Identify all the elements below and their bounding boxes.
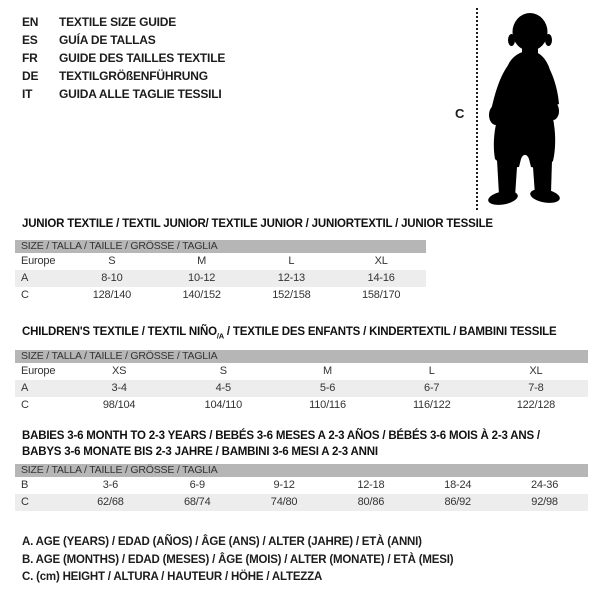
table-row-c [15,287,426,304]
legend-line-c: C. (cm) HEIGHT / ALTURA / HAUTEUR / HÖHE / ALTEZZA [22,571,323,583]
language-title: GUÍA DE TALLAS [59,33,156,47]
table-title-line: CHILDREN'S TEXTILE / TEXTIL $NIÑO_{/A}$ / TEXTILE DES ENFANTS / KINDERTEXTIL / BAMBINI TESSILE [22,326,557,341]
table-cell: M [197,255,207,267]
table-cell: 7-8 [528,382,544,395]
table-cell: 14-16 [367,272,395,284]
table-cell: 8-10 [101,272,123,284]
children-section [15,324,588,414]
table-cell: 18-24 [444,479,472,491]
height-measure-dotted-line [476,8,478,210]
table-cell: 86/92 [444,496,471,508]
baby-silhouette-icon [483,10,563,206]
table-cell: 92/98 [531,496,558,508]
table-title-line: BABYS 3-6 MONATE BIS 2-3 JAHRE / BAMBINI 3-6 MESI A 2-3 ANNI [22,446,378,458]
row-label: C [21,399,29,412]
table-cell: 80/86 [357,496,385,508]
language-row-fr [22,49,225,67]
table-row-b [15,477,588,494]
row-label: C [21,496,29,508]
table-cell: 158/170 [361,289,401,301]
table-row-europe [15,253,426,270]
table-cell: S [219,365,227,378]
babies-size-table [15,477,588,511]
table-cell: 128/140 [92,289,132,301]
table-cell: M [323,365,332,378]
table-cell: 74/80 [270,496,298,508]
junior-size-table [15,253,426,304]
row-label: A [21,272,29,284]
table-cell: 98/104 [102,399,136,412]
babies-section [15,428,588,511]
table-row-c [15,397,588,414]
table-cell: 110/116 [309,399,346,412]
table-cell: 62/68 [97,496,124,508]
table-cell: XL [374,255,388,267]
language-title: TEXTILGRÖßENFÜHRUNG [59,69,208,83]
legend-line-b: B. AGE (MONTHS) / EDAD (MESES) / ÂGE (MOIS) / ALTER (MONATE) / ETÀ (MESI) [22,553,454,566]
table-cell: XL [529,365,543,378]
table-cell: L [428,365,435,378]
table-cell: 68/74 [183,496,211,508]
row-label: B [21,479,29,491]
figure-height-label: C [455,106,465,121]
language-code: FR [22,51,38,65]
row-label: A [21,382,29,395]
row-label: Europe [21,365,56,378]
table-cell: 3-4 [111,382,127,395]
measurement-legend [22,534,453,587]
size-header-bar: SIZE / TALLA / TAILLE / GRÖSSE / TAGLIA [15,240,426,253]
table-cell: L [288,255,295,267]
language-code: IT [22,87,33,101]
row-label: C [21,289,29,301]
language-row-it [22,85,225,103]
table-cell: 4-5 [215,382,231,395]
language-code: DE [22,69,39,83]
size-header-bar: SIZE / TALLA / TAILLE / GRÖSSE / TAGLIA [15,350,588,363]
legend-line-a: A. AGE (YEARS) / EDAD (AÑOS) / ÂGE (ANS) / ALTER (JAHRE) / ETÀ (ANNI) [22,536,422,548]
table-cell: 116/122 [412,399,451,412]
table-cell: 140/152 [182,289,221,301]
table-cell: 104/110 [204,399,243,412]
table-row-a [15,270,426,287]
children-section-title [15,324,588,344]
children-size-table [15,363,588,414]
table-cell: 6-9 [189,479,205,491]
language-row-es [22,31,225,49]
language-title: GUIDE DES TAILLES TEXTILE [59,51,226,65]
table-cell: 3-6 [102,479,119,491]
language-code: EN [22,15,39,29]
table-row-a [15,380,588,397]
table-row-c [15,494,588,511]
junior-section [15,216,493,304]
table-cell: 5-6 [319,382,336,395]
language-row-en [22,13,225,31]
language-code: ES [22,33,38,47]
table-cell: 152/158 [272,289,311,301]
babies-section-title [15,428,588,460]
size-header-bar: SIZE / TALLA / TAILLE / GRÖSSE / TAGLIA [15,464,588,477]
language-list [22,13,225,103]
table-cell: 12-13 [277,272,305,284]
junior-section-title [15,216,493,232]
table-cell: 9-12 [273,479,295,491]
table-cell: 6-7 [424,382,440,395]
table-cell: S [108,255,116,267]
table-title-line: BABIES 3-6 MONTH TO 2-3 YEARS / BEBÉS 3-6 MESES A 2-3 AÑOS / BÉBÉS 3-6 MOIS À 2-3 ANS / [22,430,540,442]
table-cell: 24-36 [530,479,559,491]
row-label: Europe [21,255,56,267]
language-row-de [22,67,225,85]
table-cell: 12-18 [357,479,385,491]
table-row-europe [15,363,588,380]
language-title: GUIDA ALLE TAGLIE TESSILI [59,87,222,101]
table-cell: 10-12 [188,272,216,284]
table-title-line: JUNIOR TEXTILE / TEXTIL JUNIOR/ TEXTILE JUNIOR / JUNIORTEXTIL / JUNIOR TESSILE [22,218,493,230]
table-cell: XS [111,365,127,378]
table-cell: 122/128 [516,399,556,412]
language-title: TEXTILE SIZE GUIDE [59,15,177,29]
